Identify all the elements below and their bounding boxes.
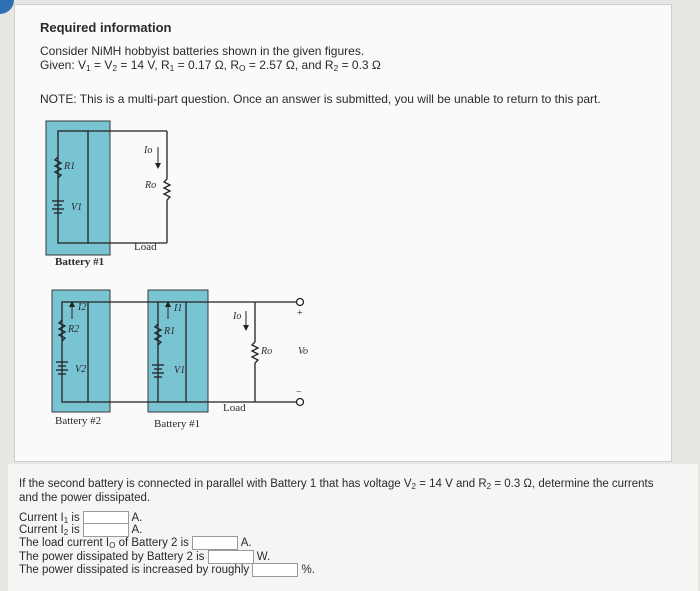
terminal-minus-icon xyxy=(297,399,304,406)
battery-1-box xyxy=(46,121,110,255)
answer-label-percent: The power dissipated is increased by roughly xyxy=(19,564,250,577)
question-card xyxy=(14,4,672,462)
fig2-load-label: Load xyxy=(223,402,246,414)
terminal-plus-icon xyxy=(297,299,304,306)
note-text: NOTE: This is a multi-part question. Once an answer is submitted, you will be unable to return to this part. xyxy=(40,92,601,106)
fig2-r2-label: R2 xyxy=(68,324,80,335)
section-title: Required information xyxy=(40,20,172,35)
answer-input-io[interactable] xyxy=(192,536,238,550)
fig2-i2-label: I2 xyxy=(78,302,87,313)
fig2-minus-label: − xyxy=(296,387,302,398)
answer-row-current-i2 xyxy=(19,523,142,537)
question-text-line2: and the power dissipated. xyxy=(19,492,151,504)
fig2-v2-label: V2 xyxy=(75,364,87,375)
answer-row-percent xyxy=(19,563,315,577)
fig2-i1-label: I1 xyxy=(174,303,183,314)
answer-row-load-current xyxy=(19,536,252,550)
answer-input-power[interactable] xyxy=(208,550,254,564)
fig2-v1-label: V1 xyxy=(174,365,186,376)
fig2-plus-label: + xyxy=(297,308,303,319)
fig2-r1-label: R1 xyxy=(164,326,176,337)
fig2-ro-label: Ro xyxy=(261,346,273,357)
intro-text: Consider NiMH hobbyist batteries shown in the given figures. xyxy=(40,44,365,58)
given-prefix: Given: xyxy=(40,58,75,72)
answer-unit-i2: A. xyxy=(131,524,143,537)
answer-input-i2[interactable] xyxy=(83,523,129,537)
figure-1-circuit xyxy=(15,5,671,461)
question-text-line1: If the second battery is connected in parallel with Battery 1 that has voltage $V_2 = 14$ V and $R_2 = 0.3$ Ω, determine the currents xyxy=(19,478,654,491)
fig1-r1-label: R1 xyxy=(64,161,76,172)
fig2-battery2-label: Battery #2 xyxy=(55,415,102,427)
answer-unit-percent: %. xyxy=(301,564,315,577)
fig1-load-label: Load xyxy=(134,241,157,253)
answer-unit-power: W. xyxy=(256,551,271,564)
fig1-ro-label: Ro xyxy=(145,180,157,191)
fig2-io-label: Io xyxy=(233,311,242,322)
fig2-battery1-label: Battery #1 xyxy=(154,418,201,430)
answer-label-power: The power dissipated by Battery 2 is xyxy=(19,551,205,564)
answer-row-power xyxy=(19,550,270,564)
answer-label-io: The load current $I_O$ of Battery 2 is xyxy=(19,537,189,551)
given-values: $V_1 = V_2 = 14$ V, $R_1 = 0.17$ Ω, $R_O = 2.57$ Ω, and $R_2 = 0.3$ Ω xyxy=(78,58,381,73)
answer-label-i2: Current $I_2$ is xyxy=(19,524,80,538)
fig1-v1-label: V1 xyxy=(71,202,83,213)
answer-input-percent[interactable] xyxy=(252,563,298,577)
answer-unit-i1: A. xyxy=(131,512,143,525)
answer-label-i1: Current $I_1$ is xyxy=(19,512,80,526)
fig2-vo-label: Vo xyxy=(298,346,308,357)
fig1-battery-label: Battery #1 xyxy=(55,256,105,268)
answer-section xyxy=(8,464,698,591)
info-badge-icon xyxy=(0,0,14,14)
fig1-io-label: Io xyxy=(144,145,153,156)
resistor-ro-symbol xyxy=(164,179,170,200)
answer-unit-io: A. xyxy=(240,537,252,550)
